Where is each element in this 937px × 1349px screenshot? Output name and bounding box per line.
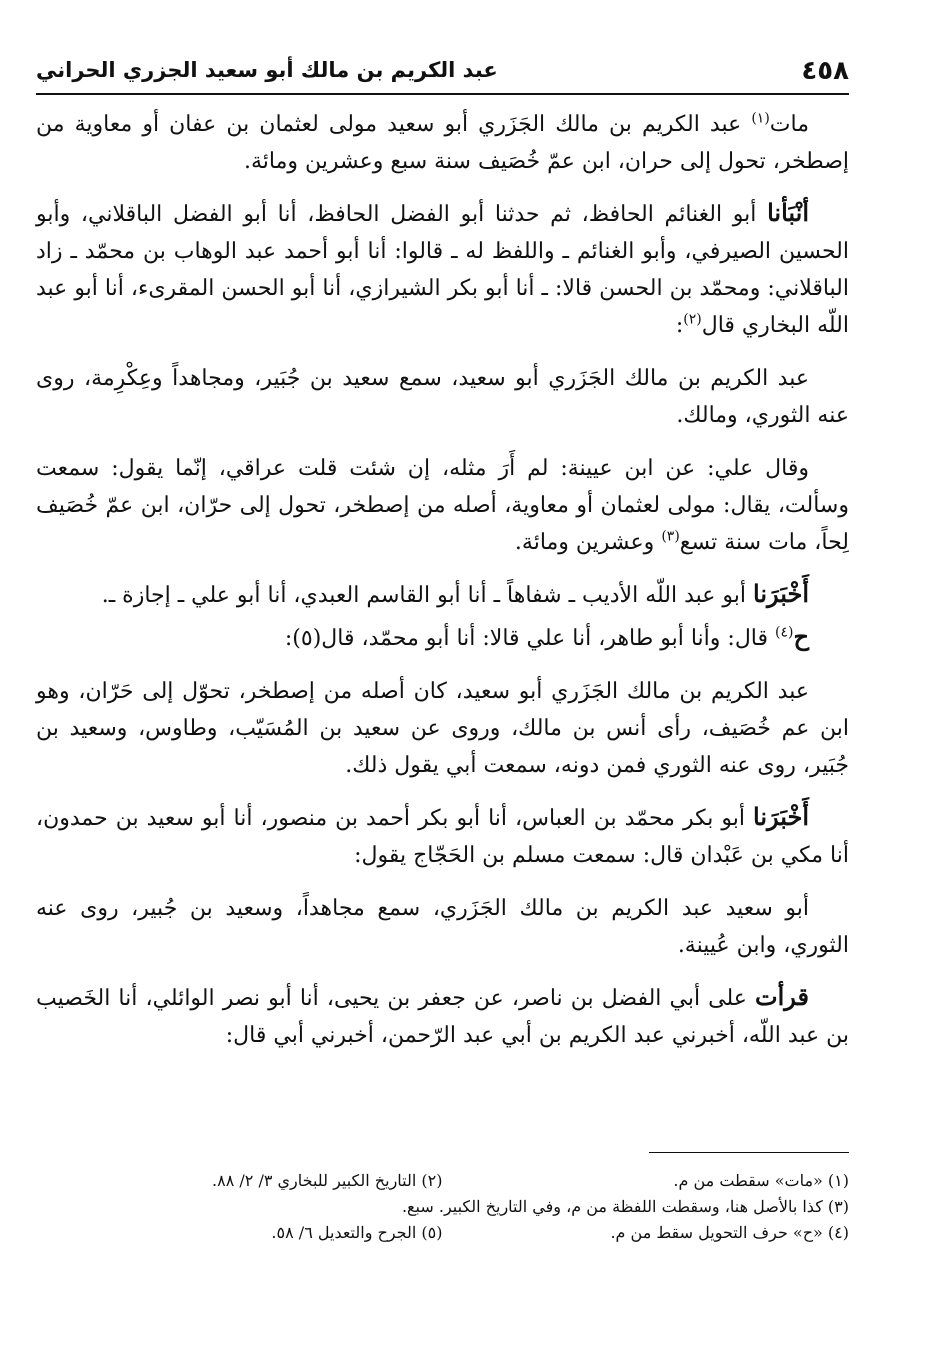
paragraph-text: أبو عبد اللّه الأديب ـ شفاهاً ـ أنا أبو القاسم العبدي، أنا أبو علي ـ إجازة ـ.	[101, 583, 754, 608]
footnote-2: (٢) التاريخ الكبير للبخاري ٣/ ٢/ ٨٨.	[212, 1171, 443, 1190]
page-number: ٤٥٨	[801, 56, 849, 86]
paragraph	[36, 104, 849, 180]
paragraph-lead: ح	[793, 622, 809, 651]
paragraph	[36, 358, 849, 434]
paragraph-lead: أنْبَأنا	[767, 198, 809, 227]
paragraph-text: مات	[769, 112, 809, 137]
paragraph-text: عبد الكريم بن مالك الجَزَري أبو سعيد، كان أصله من إصطخر، تحوّل إلى حَرّان، وهو ابن عم خُصَيف، رأى أنس بن مالك، وروى عن سعيد بن المُسَيّب، وطاوس، وسعيد بن جُبَير، روى عنه الثوري فمن دونه، سمعت أبي يقول ذلك.	[36, 679, 849, 778]
paragraph-lead: قرأت	[755, 982, 809, 1011]
footnote-1: (١) «مات» سقطت من م.	[673, 1171, 849, 1190]
paragraph-text: أبو سعيد عبد الكريم بن مالك الجَزَري، سمع مجاهداً، وسعيد بن جُبير، روى عنه الثوري، وابن عُيينة.	[36, 896, 849, 958]
paragraph-text: على أبي الفضل بن ناصر، عن جعفر بن يحيى، أنا أبو نصر الوائلي، أنا الخَصيب بن عبد اللّه، أخبرني عبد الكريم بن أبي عبد الرّحمن، أخبرني أبي قال:	[36, 986, 849, 1048]
footnote-ref: (٢)	[683, 311, 702, 328]
paragraph-lead: أَخْبَرَنا	[753, 802, 809, 831]
running-title: عبد الكريم بن مالك أبو سعيد الجزري الحراني	[36, 58, 498, 82]
footnote-rule	[649, 1152, 849, 1153]
footnote-4: (٤) «ح» حرف التحويل سقط من م.	[610, 1223, 849, 1242]
paragraph	[36, 194, 849, 344]
paragraph-tail: وعشرين ومائة.	[514, 530, 662, 555]
footnote-ref: (٣)	[661, 528, 680, 545]
paragraph-text: وقال علي: عن ابن عيينة: لم أَرَ مثله، إن شئت قلت عراقي، إنّما يقول: سمعت وسألت، يقال: مولى لعثمان أو معاوية، أصله من إصطخر، تحول إلى حرّان، ابن عمّ خُصَيف لِحاً، مات سنة تسع	[36, 456, 849, 555]
footnote-ref: (٤)	[775, 624, 794, 641]
footnote-row	[36, 1168, 849, 1194]
page-header	[36, 48, 849, 92]
paragraph-text: أبو بكر محمّد بن العباس، أنا أبو بكر أحمد بن منصور، أنا أبو سعيد بن حمدون، أنا مكي بن عَبْدان قال: سمعت مسلم بن الحَجّاج يقول:	[36, 806, 849, 868]
footnote-5: (٥) الجرح والتعديل ٦/ ٥٨.	[271, 1223, 443, 1242]
paragraph	[36, 671, 849, 784]
paragraph	[36, 888, 849, 964]
footnote-ref: (١)	[751, 110, 770, 127]
footnote-row	[36, 1220, 849, 1246]
paragraph	[36, 618, 849, 657]
paragraph-text: أبو الغنائم الحافظ، ثم حدثنا أبو الفضل الحافظ، أنا أبو الفضل الباقلاني، وأبو الحسين الصيرفي، وأبو الغنائم ـ واللفظ له ـ قالوا: أنا أبو أحمد عبد الوهاب بن محمّد ـ زاد الباقلاني: ومحمّد بن الحسن قالا: ـ أنا أبو بكر الشيرازي، أنا أبو الحسن المقرىء، أنا أبو عبد اللّه البخاري قال	[36, 202, 849, 338]
paragraph	[36, 448, 849, 561]
paragraph-text: عبد الكريم بن مالك الجَزَري أبو سعيد، سمع سعيد بن جُبَير، ومجاهداً وعِكْرِمة، روى عنه الثوري، ومالك.	[36, 366, 849, 428]
header-rule	[36, 93, 849, 95]
footnote-row	[36, 1194, 849, 1220]
main-text	[36, 104, 849, 1068]
paragraph-lead: أَخْبَرَنا	[753, 579, 809, 608]
paragraph	[36, 575, 849, 614]
paragraph	[36, 798, 849, 874]
footnotes	[36, 1168, 849, 1246]
footnote-3: (٣) كذا بالأصل هنا، وسقطت اللفظة من م، وفي التاريخ الكبير. سبع.	[401, 1197, 849, 1216]
paragraph-tail: :	[675, 313, 684, 338]
paragraph-tail: قال: وأنا أبو طاهر، أنا علي قالا: أنا أبو محمّد، قال(٥):	[284, 626, 776, 651]
paragraph	[36, 978, 849, 1054]
paragraph-tail: عبد الكريم بن مالك الجَزَري أبو سعيد مولى لعثمان بن عفان أو معاوية من إصطخر، تحول إلى حران، ابن عمّ خُصَيف سنة سبع وعشرين ومائة.	[36, 112, 849, 174]
